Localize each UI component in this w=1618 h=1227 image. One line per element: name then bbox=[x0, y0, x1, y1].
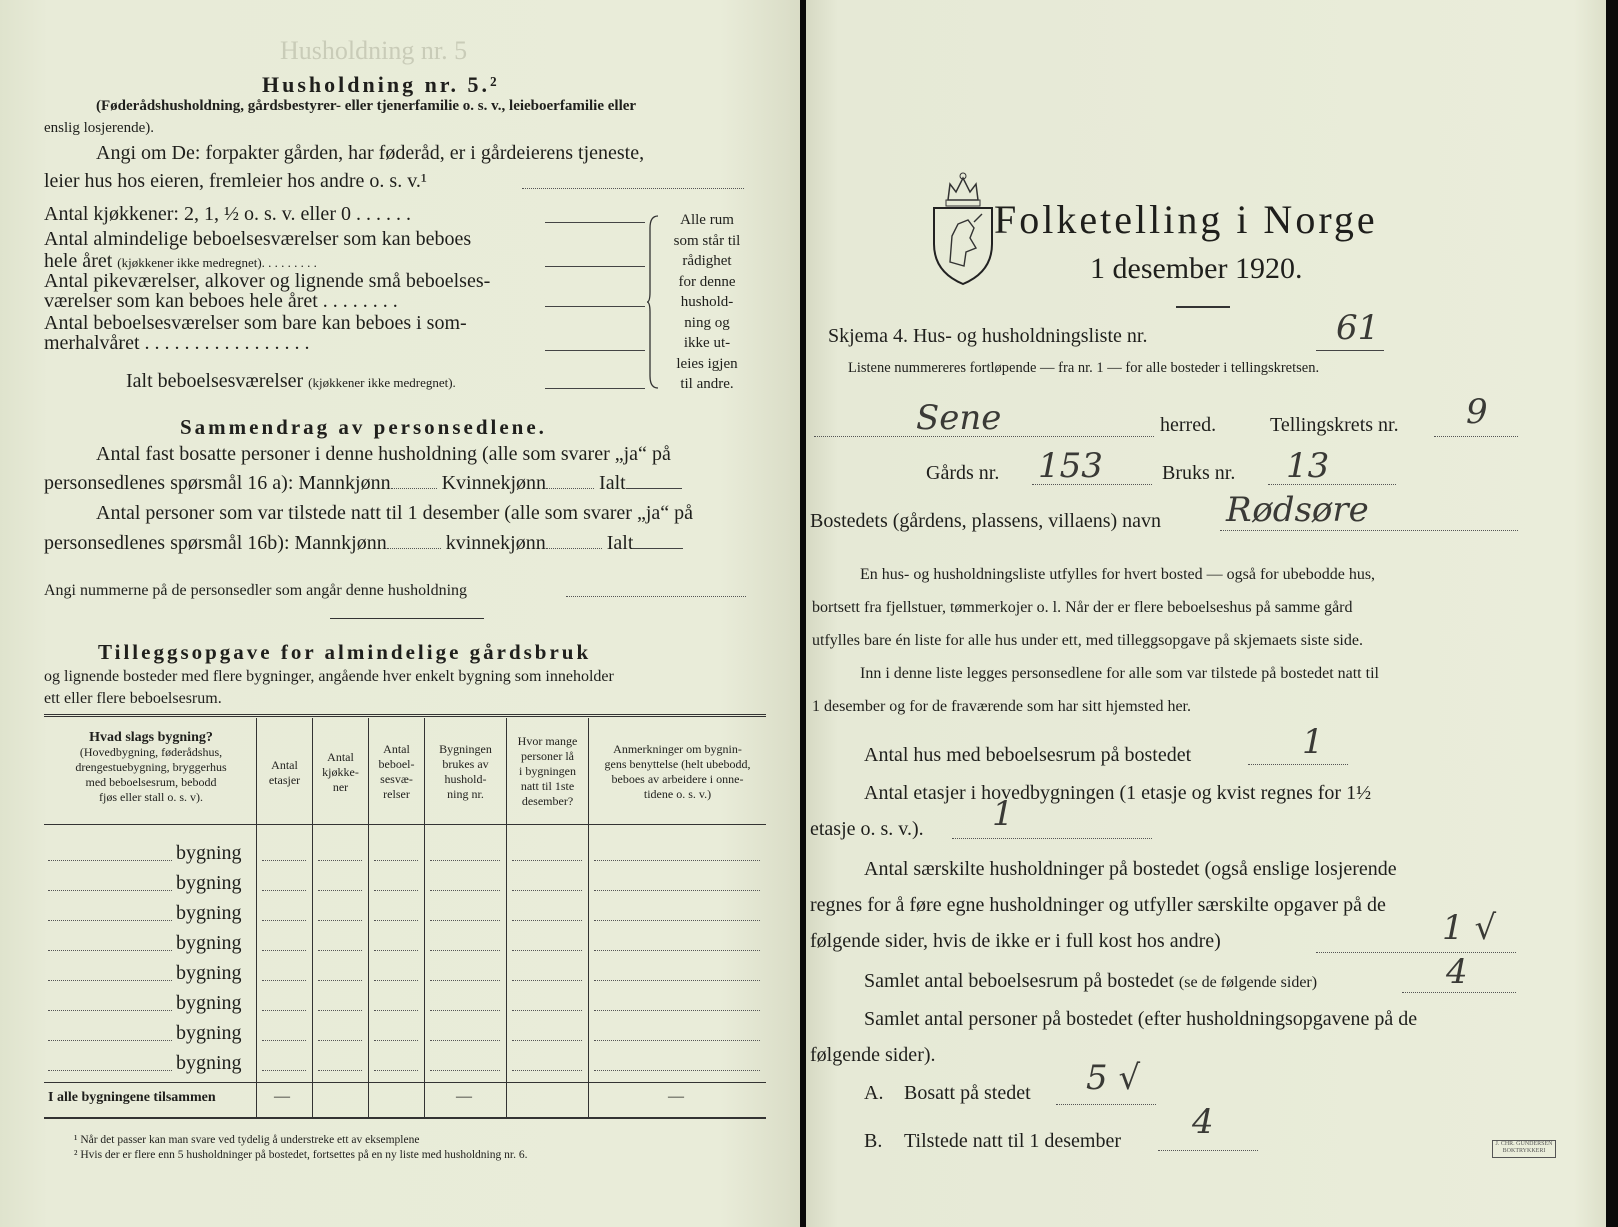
almindelige-line-1: Antal almindelige beboelsesværelser som kan beboes bbox=[44, 228, 472, 250]
col-head-line: sesvæ- bbox=[380, 772, 413, 786]
table-cell-fill bbox=[262, 950, 306, 951]
col-head-line: fjøs eller stall o. s. v). bbox=[99, 790, 203, 804]
col-head-line: (Hovedbygning, føderådshus, bbox=[79, 745, 223, 759]
table-cell-fill bbox=[262, 980, 306, 981]
table-cell-fill bbox=[512, 920, 582, 921]
total-floors-dash: — bbox=[274, 1088, 290, 1105]
bosted-fill bbox=[1220, 530, 1518, 531]
summary2-total-fill bbox=[633, 548, 683, 549]
sers-value: 1 √ bbox=[1442, 908, 1497, 948]
col-head-household bbox=[425, 742, 506, 802]
samlet-pers-line-1: Samlet antal personer på bostedet (efter husholdningsopgavene på de bbox=[864, 1008, 1418, 1030]
col-head-line: Hvor mange bbox=[517, 734, 578, 748]
herred-label: herred. bbox=[1160, 414, 1217, 436]
summary-line-3: Antal personer som var tilstede natt til 1 desember (alle som svarer „ja“ på bbox=[96, 502, 694, 524]
summary-title: Sammendrag av personsedlene. bbox=[180, 415, 547, 439]
b-text: Tilstede natt til 1 desember bbox=[904, 1130, 1122, 1152]
gards-label: Gårds nr. bbox=[926, 462, 1000, 484]
table-cell-fill bbox=[430, 860, 500, 861]
table-cell-fill bbox=[318, 950, 362, 951]
col-head-line: Bygningen bbox=[439, 742, 492, 756]
table-cell-fill bbox=[374, 1040, 418, 1041]
table-cell-fill bbox=[318, 920, 362, 921]
pike-line-1: Antal pikeværelser, alkover og lignende små beboelses- bbox=[44, 270, 491, 292]
col-head-line: kjøkke- bbox=[322, 765, 359, 779]
household-subtitle-1: (Føderådshusholdning, gårdsbestyrer- eller tjenerfamilie o. s. v., leieboerfamilie eller bbox=[96, 98, 637, 114]
col-head-remarks bbox=[589, 742, 766, 802]
a-fill bbox=[1056, 1104, 1156, 1105]
col-head-rooms bbox=[369, 742, 424, 802]
footnote-1: ¹ Når det passer kan man svare ved tydelig å understreke ett av eksemplene bbox=[74, 1134, 420, 1146]
bracket-note-line: rådighet bbox=[682, 253, 732, 269]
col-head-line: brukes av bbox=[442, 757, 489, 771]
table-cell-fill bbox=[430, 980, 500, 981]
bracket-note-line: til andre. bbox=[680, 376, 734, 392]
divider bbox=[330, 618, 484, 619]
table-cell-fill bbox=[262, 1010, 306, 1011]
census-date: 1 desember 1920. bbox=[1090, 252, 1303, 285]
bracket-note-line: Alle rum bbox=[680, 212, 734, 228]
almindelige-line-2a: hele året bbox=[44, 250, 113, 272]
table-cell-fill bbox=[430, 950, 500, 951]
kjokken-label: Antal kjøkkener: 2, 1, ½ o. s. v. eller 0 . . . . . . bbox=[44, 203, 411, 225]
table-cell-fill bbox=[512, 1040, 582, 1041]
summary-female-fill bbox=[546, 488, 594, 489]
info-line-4: Inn i denne liste legges personsedlene for alle som var tilstede på bostedet natt til bbox=[860, 665, 1379, 682]
b-label: B. bbox=[864, 1130, 883, 1152]
skjema-fill bbox=[1316, 350, 1384, 351]
table-cell-fill bbox=[430, 920, 500, 921]
table-cell-fill bbox=[374, 950, 418, 951]
bruks-number: 13 bbox=[1286, 446, 1330, 486]
col-head-line: ning nr. bbox=[447, 787, 484, 801]
table-row-label: bygning bbox=[176, 932, 242, 954]
table-cell-fill bbox=[512, 1070, 582, 1071]
table-row-label: bygning bbox=[176, 842, 242, 864]
col-head-title: Hvad slags bygning? bbox=[89, 730, 213, 745]
summary-numbers-fill bbox=[566, 596, 746, 597]
table-cell-fill bbox=[374, 1010, 418, 1011]
table-row-label: bygning bbox=[176, 992, 242, 1014]
angi-fill-line bbox=[522, 188, 744, 189]
printer-stamp: J. CHR. GUNDERSEN BOKTRYKKERI bbox=[1492, 1140, 1556, 1158]
info-line-2: bortsett fra fjellstuer, tømmerkojer o. l. Når der er flere beboelseshus på samme gård bbox=[812, 599, 1353, 616]
sers-line-1: Antal særskilte husholdninger på bostedet (også enslige losjerende bbox=[864, 858, 1397, 880]
table-total-label: I alle bygningene tilsammen bbox=[48, 1090, 216, 1105]
table-cell-fill bbox=[318, 1010, 362, 1011]
bosted-name: Rødsøre bbox=[1226, 490, 1369, 530]
supplement-title: Tilleggsopgave for almindelige gårdsbruk bbox=[98, 640, 592, 664]
col-head-kitchens bbox=[313, 750, 368, 795]
samlet-rum-value: 4 bbox=[1446, 952, 1468, 992]
col-head-line: Anmerkninger om bygnin- bbox=[613, 742, 742, 756]
sers-line-2: regnes for å føre egne husholdninger og utfyller særskilte opgaver på de bbox=[810, 894, 1386, 916]
pike-line-2: værelser som kan beboes hele året . . . . . . . . bbox=[44, 290, 398, 312]
summary2-female-label: kvinnekjønn bbox=[445, 532, 546, 554]
table-cell-fill bbox=[512, 980, 582, 981]
table-cell-fill bbox=[594, 1070, 760, 1071]
table-cell-fill bbox=[594, 1040, 760, 1041]
summary-numbers-label: Angi nummerne på de personsedler som angår denne husholdning bbox=[44, 582, 468, 599]
table-total-rule-top bbox=[44, 1082, 766, 1083]
sommer-line-2: merhalvåret . . . . . . . . . . . . . . . . . bbox=[44, 332, 310, 354]
ialt-fill bbox=[545, 388, 645, 389]
summary-male-fill bbox=[391, 488, 437, 489]
col-head-line: Antal bbox=[271, 758, 298, 772]
table-cell-fill bbox=[374, 860, 418, 861]
col-head-line: natt til 1ste bbox=[520, 779, 575, 793]
table-cell-fill bbox=[594, 920, 760, 921]
col-head-line: i bygningen bbox=[519, 764, 576, 778]
sers-fill bbox=[1316, 952, 1516, 953]
table-row-fill bbox=[48, 890, 172, 891]
sommer-line-1: Antal beboelsesværelser som bare kan beboes i som- bbox=[44, 312, 467, 334]
col-head-line: tidene o. s. v.) bbox=[643, 787, 712, 801]
herred-name: Sene bbox=[916, 398, 1002, 438]
col-head-line: med beboelsesrum, bebodd bbox=[85, 775, 217, 789]
total-remarks-dash: — bbox=[668, 1088, 684, 1105]
table-cell-fill bbox=[594, 1010, 760, 1011]
col-head-line: personer lå bbox=[521, 749, 574, 763]
summary2-male-fill bbox=[387, 548, 441, 549]
table-cell-fill bbox=[430, 1040, 500, 1041]
table-row-fill bbox=[48, 920, 172, 921]
bracket-note-line: som står til bbox=[673, 232, 741, 249]
table-cell-fill bbox=[374, 1070, 418, 1071]
bracket-note-line: for denne bbox=[678, 273, 736, 290]
norway-coat-of-arms-icon bbox=[928, 170, 998, 288]
summary-total-fill bbox=[626, 488, 682, 489]
total-household-dash: — bbox=[456, 1088, 472, 1105]
table-cell-fill bbox=[374, 920, 418, 921]
etasjer-line-1: Antal etasjer i hovedbygningen (1 etasje og kvist regnes for 1½ bbox=[864, 782, 1372, 804]
ialt-label: Ialt beboelsesværelser bbox=[126, 370, 304, 392]
household-title: Husholdning nr. 5.² bbox=[262, 72, 500, 97]
info-line-1: En hus- og husholdningsliste utfylles for hvert bosted — også for ubebodde hus, bbox=[860, 566, 1376, 583]
hus-fill bbox=[1248, 764, 1348, 765]
angi-line-1: Angi om De: forpakter gården, har føderåd, er i gårdeierens tjeneste, bbox=[96, 142, 645, 164]
title-divider bbox=[1176, 306, 1230, 308]
hus-value: 1 bbox=[1302, 722, 1324, 762]
summary-total-label: Ialt bbox=[599, 472, 626, 494]
bracket-note-line: leies igjen bbox=[676, 355, 738, 372]
supplement-line-2: ett eller flere beboelsesrum. bbox=[44, 690, 222, 707]
col-head-line: Antal bbox=[327, 750, 354, 764]
table-row-label: bygning bbox=[176, 1052, 242, 1074]
sers-line-3: følgende sider, hvis de ikke er i full kost hos andre) bbox=[810, 930, 1221, 952]
etasjer-fill bbox=[952, 838, 1152, 839]
bosted-label: Bostedets (gårdens, plassens, villaens) navn bbox=[810, 510, 1162, 532]
col-head-line: Antal bbox=[383, 742, 410, 756]
table-cell-fill bbox=[318, 980, 362, 981]
almindelige-line-2b: (kjøkkener ikke medregnet). . . . . . . . . bbox=[117, 255, 317, 270]
a-label: A. bbox=[864, 1082, 884, 1104]
table-cell-fill bbox=[430, 890, 500, 891]
col-head-line: desember? bbox=[521, 794, 574, 808]
col-head-line: relser bbox=[383, 787, 410, 801]
table-row-fill bbox=[48, 950, 172, 951]
table-head-rule bbox=[44, 824, 766, 825]
bracket-note-line: hushold- bbox=[680, 294, 734, 310]
bruks-label: Bruks nr. bbox=[1162, 462, 1236, 484]
bracket-icon bbox=[646, 214, 662, 390]
table-cell-fill bbox=[512, 1010, 582, 1011]
table-cell-fill bbox=[262, 860, 306, 861]
col-head-line: beboes av arbeidere i onne- bbox=[611, 772, 744, 786]
table-row-fill bbox=[48, 1040, 172, 1041]
skjema-number: 61 bbox=[1336, 308, 1380, 348]
table-row-label: bygning bbox=[176, 1022, 242, 1044]
table-cell-fill bbox=[512, 890, 582, 891]
table-bottom-rule bbox=[44, 1117, 766, 1119]
summary-line-1: Antal fast bosatte personer i denne husholdning (alle som svarer „ja“ på bbox=[96, 443, 671, 465]
table-row-fill bbox=[48, 1010, 172, 1011]
b-value: 4 bbox=[1192, 1102, 1214, 1142]
table-cell-fill bbox=[512, 860, 582, 861]
almindelige-fill bbox=[545, 266, 645, 267]
faint-show-through: Husholdning nr. 5 bbox=[280, 36, 468, 65]
samlet-pers-line-2: følgende sider). bbox=[810, 1044, 936, 1066]
table-cell-fill bbox=[262, 1070, 306, 1071]
table-cell-fill bbox=[262, 920, 306, 921]
col-head-building-type bbox=[46, 730, 256, 805]
household-subtitle-2: enslig losjerende). bbox=[44, 120, 154, 136]
table-cell-fill bbox=[512, 950, 582, 951]
bracket-note-line: ning og bbox=[684, 314, 730, 331]
samlet-rum-small: (se de følgende sider) bbox=[1178, 974, 1318, 991]
footnote-2: ² Hvis der er flere enn 5 husholdninger på bostedet, fortsettes på en ny liste med husholdning nr. 6. bbox=[74, 1149, 528, 1161]
table-cell-fill bbox=[430, 1070, 500, 1071]
col-head-floors bbox=[257, 758, 312, 788]
angi-line-2: leier hus hos eieren, fremleier hos andre o. s. v.¹ bbox=[44, 170, 427, 192]
etasjer-line-2: etasje o. s. v.). bbox=[810, 818, 924, 840]
table-cell-fill bbox=[262, 890, 306, 891]
kjokken-fill bbox=[545, 222, 645, 223]
summary2-female-fill bbox=[546, 548, 602, 549]
tellingskrets-fill bbox=[1434, 436, 1518, 437]
census-title: Folketelling i Norge bbox=[994, 197, 1378, 242]
col-head-persons bbox=[507, 734, 588, 809]
table-cell-fill bbox=[594, 950, 760, 951]
summary2-total-label: Ialt bbox=[606, 532, 634, 554]
table-cell-fill bbox=[374, 980, 418, 981]
a-value: 5 √ bbox=[1086, 1058, 1141, 1098]
table-row-label: bygning bbox=[176, 962, 242, 984]
info-line-5: 1 desember og for de fraværende som har sitt hjemsted her. bbox=[812, 698, 1191, 715]
table-cell-fill bbox=[374, 890, 418, 891]
table-cell-fill bbox=[318, 1070, 362, 1071]
skjema-label: Skjema 4. Hus- og husholdningsliste nr. bbox=[828, 325, 1148, 347]
bracket-note-line: ikke ut- bbox=[683, 335, 731, 351]
table-cell-fill bbox=[594, 980, 760, 981]
table-cell-fill bbox=[594, 860, 760, 861]
tellingskrets-label: Tellingskrets nr. bbox=[1270, 414, 1399, 436]
table-cell-fill bbox=[318, 1040, 362, 1041]
table-top-rule bbox=[44, 714, 766, 717]
table-row-label: bygning bbox=[176, 872, 242, 894]
tellingskrets-number: 9 bbox=[1466, 392, 1488, 432]
summary2-male-label: personsedlenes spørsmål 16b): Mannkjønn bbox=[44, 532, 387, 554]
a-text: Bosatt på stedet bbox=[904, 1082, 1031, 1104]
gards-number: 153 bbox=[1038, 446, 1103, 486]
table-row-fill bbox=[48, 980, 172, 981]
listene-note: Listene nummereres fortløpende — fra nr. 1 — for alle bosteder i tellingskretsen. bbox=[848, 360, 1320, 376]
b-fill bbox=[1158, 1150, 1258, 1151]
col-head-line: etasjer bbox=[268, 773, 301, 787]
col-head-line: beboel- bbox=[378, 757, 415, 771]
table-cell-fill bbox=[430, 1010, 500, 1011]
info-line-3: utfylles bare én liste for alle hus under ett, med tilleggsopgave på skjemaets siste side. bbox=[812, 632, 1363, 649]
right-page bbox=[806, 0, 1606, 1227]
col-head-line: gens benyttelse (helt ubebodd, bbox=[604, 757, 751, 771]
table-row-fill bbox=[48, 1070, 172, 1071]
pike-fill bbox=[545, 306, 645, 307]
table-cell-fill bbox=[262, 1040, 306, 1041]
samlet-rum-fill bbox=[1402, 992, 1516, 993]
etasjer-value: 1 bbox=[992, 794, 1014, 834]
samlet-rum-label: Samlet antal beboelsesrum på bostedet bbox=[864, 970, 1174, 992]
supplement-line-1: og lignende bosteder med flere bygninger, angående hver enkelt bygning som inneholder bbox=[44, 668, 614, 685]
ialt-small: (kjøkkener ikke medregnet). bbox=[308, 375, 456, 390]
summary-female-label: Kvinnekjønn bbox=[441, 472, 547, 494]
sommer-fill bbox=[545, 350, 645, 351]
col-head-line: drengestuebygning, bryggerhus bbox=[75, 760, 227, 774]
hus-label: Antal hus med beboelsesrum på bostedet bbox=[864, 744, 1192, 766]
table-row-label: bygning bbox=[176, 902, 242, 924]
table-cell-fill bbox=[318, 890, 362, 891]
table-cell-fill bbox=[594, 890, 760, 891]
table-row-fill bbox=[48, 860, 172, 861]
table-cell-fill bbox=[318, 860, 362, 861]
bracket-note bbox=[664, 210, 750, 395]
summary-male-label: personsedlenes spørsmål 16 a): Mannkjønn bbox=[44, 472, 391, 494]
left-page bbox=[0, 0, 800, 1227]
col-head-line: ner bbox=[332, 780, 349, 794]
col-head-line: hushold- bbox=[444, 772, 487, 786]
